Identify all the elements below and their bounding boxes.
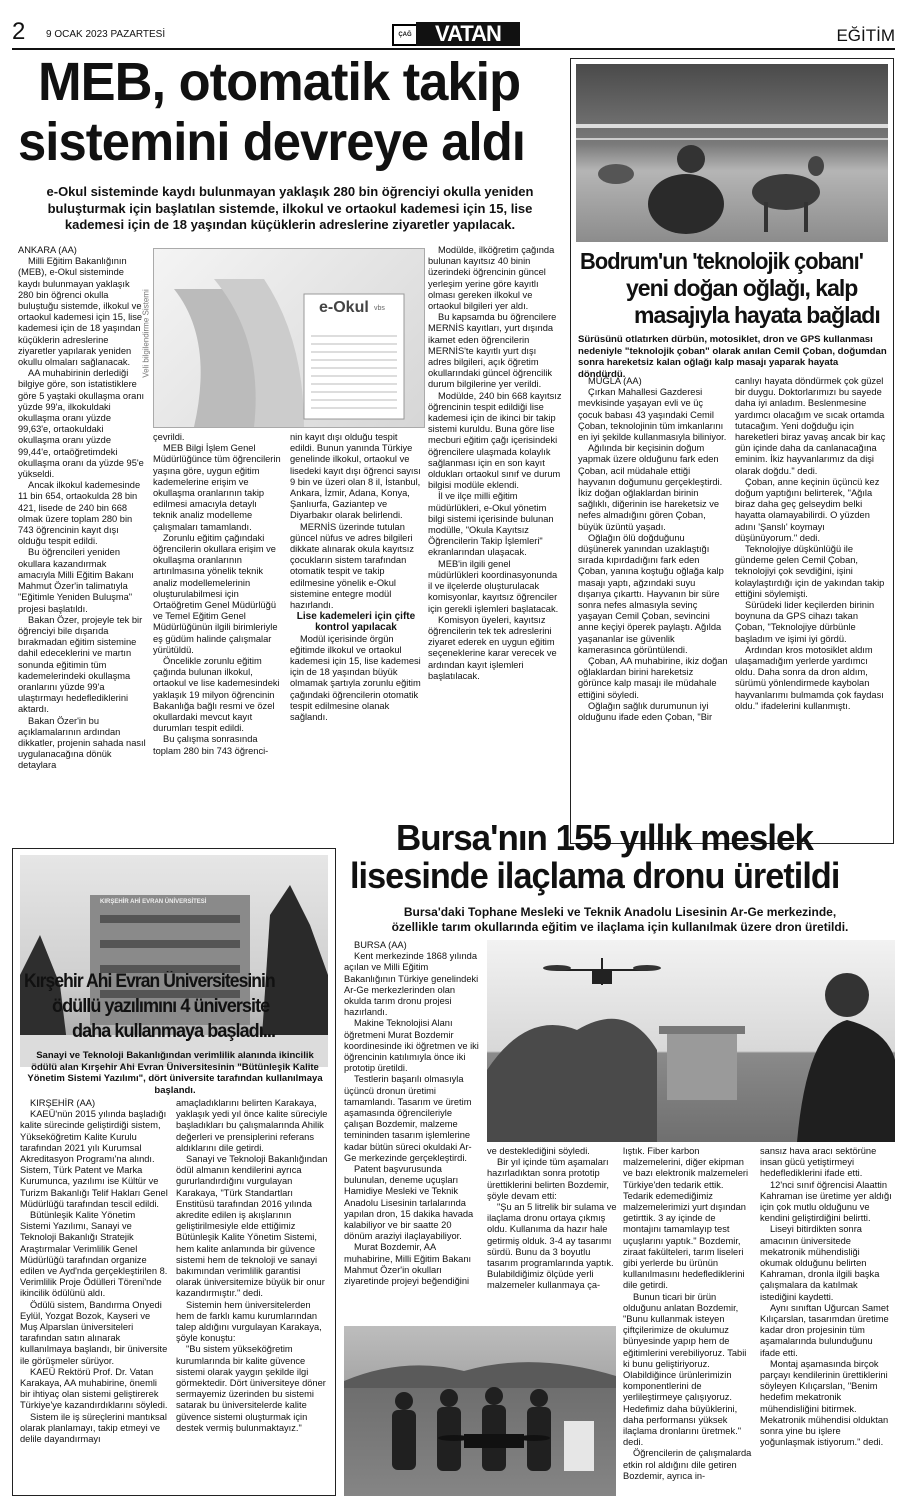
article4-paragraph: Ödülü sistem, Bandırma Onyedi Eylül, Yozgat Bozok, Kayseri ve Muş Alparslan üniversiteleri tarafından satın alınarak kullanılmaya başlandı, bir üniversite ile görüşmeler sürüyor. xyxy=(20,1299,168,1366)
figure-brand-sub: vbs xyxy=(374,305,385,312)
newspaper-logo xyxy=(392,22,520,46)
article1-paragraph: Komisyon üyeleri, kayıtsız öğrencilerin tek tek adreslerini ziyaret ederek en uygun eğitim seçeneklerine karar verecek ve ardından kayıt işlemleri başlatılacak. xyxy=(428,614,557,681)
article3-paragraph: Patent başvurusunda bulunulan, deneme uçuşları Hamidiye Mesleki ve Teknik Anadolu Lisesinin tarlalarında yapılan dron, 15 dakika havada kalabiliyor ve bir saatte 20 dönüm araziyi ilaçlayabiliyor. xyxy=(344,1164,474,1242)
page-number: 2 xyxy=(12,18,26,45)
article1-paragraph: Bu çalışma sonrasında toplam 280 bin 743 öğrenci- xyxy=(153,734,269,756)
article1-paragraph: Modül içerisinde örgün eğitimde ilkokul ve ortaokul kademesi için 15, lise kademesi için de 18 yaşından büyük olmamak şartıyla zorunlu eğitim çağındaki öğrencilerin otomatik tespit edilmesine olanak sağlandı. xyxy=(290,633,421,723)
article3-paragraph: Testlerin başarılı olmasıyla üçüncü dronun üretimi tamamlandı. Tasarım ve üretim aşamasında öğrencileriyle çalışan Bozdemir, malzeme temininden tasarım işlemlerine kadar bütün süreci okuldaki Ar-Ge merkezinde gerçekleştirdi. xyxy=(344,1074,472,1163)
article4-paragraph: KAEÜ'nün 2015 yılında başladığı kalite sürecinde geliştirdiği sistem, Yükseköğretim Kalite Kurulu tarafından 2021 yılı Kurumsal Akreditasyon Programı'na alındı. Sistem, Türk Patent ve Marka Kurumunca, yazılımı ise Kültür ve Turizm Bakanlığı Telif Hakları Genel Müdürlüğü tarafından tescil edildi. xyxy=(20,1109,168,1209)
article2-col1 xyxy=(578,376,728,840)
article2-paragraph: Ardından kros motosiklet aldım ulaşamadığım yerlerde yardımcı oldu. Daha sonra da dron aldım, sürümü yönlendirmede kaybolan hayvanlarımı bulmamda çok faydası oldu." ifadelerini kullanmıştı. xyxy=(735,644,884,711)
article3-col3 xyxy=(623,1146,753,1496)
article4-paragraph: Bütünleşik Kalite Yönetim Sistemi Yazılımı, Sanayi ve Teknoloji Bakanlığı Stratejik Araştırmalar Verimlilik Genel Müdürlüğü tarafından organize edilen ve Ayd'nda gerçekleştirilen 8. Verimlilik Proje Ödülleri Töreni'nde ikincilik ödülünü aldı. xyxy=(20,1210,168,1299)
article1-paragraph: Bu öğrencileri yeniden okullara kazandırmak amacıyla Milli Eğitim Bakanı Mahmut Özer'in talimatıyla "Eğitimle Yeniden Buluşma" projesi başlatıldı. xyxy=(18,547,134,614)
article3-lead-line1: Bursa'daki Tophane Mesleki ve Teknik Anadolu Lisesinin Ar-Ge merkezinde, xyxy=(403,905,837,919)
article3-lead-line2: özellikle tarım okullarında eğitim ve ilaçlama için kullanılmak üzere dron üretildi. xyxy=(391,920,849,934)
figure-caption: Veli bilgilendirme Sistemi xyxy=(141,289,151,378)
article1-subhead: Lise kademeleri için çifte kontrol yapılacak xyxy=(296,611,416,634)
figure-form-lines xyxy=(311,329,397,409)
article2-col2 xyxy=(735,376,887,840)
article3-headline-line2: lisesinde ilaçlama dronu üretildi xyxy=(350,855,840,896)
article1-headline-line1: MEB, otomatik takip xyxy=(38,52,521,112)
article4-paragraph: KAEÜ Rektörü Prof. Dr. Vatan Karakaya, AA muhabirine, önemli bir ihtiyaç olan sistemi geliştirerek Türkiye'ye kazandırdıklarını söyledi. xyxy=(20,1366,168,1411)
article4-paragraph: amaçladıklarını belirten Karakaya, yaklaşık yedi yıl önce kalite süreciyle başladıkları bu çalışmalarında Ahilik değerleri ve prensiplerini referans aldıklarını dile getirdi. xyxy=(176,1098,328,1153)
figure-brand: e-Okul xyxy=(319,299,369,316)
article1-paragraph: Ancak ilkokul kademesinde 11 bin 654, ortaokulda 28 bin 421, lisede de 240 bin 668 olmak üzere toplam 280 bin 743 öğrencinin kayıt dışı olduğu tespit edildi. xyxy=(18,480,141,547)
article1-paragraph: Öncelikle zorunlu eğitim çağında bulunan ilkokul, ortaokul ve lise kademesindeki yaklaşık 19 milyon öğrencinin Bakanlığa bağlı resmi ve özel okullardaki mevcut kayıt durumları tespit edildi. xyxy=(153,656,280,734)
article1-paragraph: Bakan Özer, projeyle tek bir öğrenciyi bile dışarıda bırakmadan eğitim sistemine dahil edeceklerini ve martın sonunda eğitimin tüm kademelerindeki okullaşma oranlarını yüzde 99'a ulaştırmayı hedeflediklerini aktardı. xyxy=(18,614,143,715)
article2-paragraph: Çoban, anne keçinin üçüncü kez doğum yaptığını belirterek, "Ağıla biraz daha geç gelseydim belki hayatta olamayabilirdi. O yüzden adını 'Şanslı' koymayı düşünüyorum." dedi. xyxy=(735,476,880,543)
article4-col1 xyxy=(20,1098,168,1493)
article1-headline-line2: sistemini devreye aldı xyxy=(18,112,525,172)
article3-dateline: BURSA (AA) xyxy=(354,940,407,950)
building-sign: KIRŞEHİR AHİ EVRAN ÜNİVERSİTESİ xyxy=(100,899,207,905)
team-photo xyxy=(344,1326,616,1496)
article3-paragraph: ve desteklediğini söyledi. xyxy=(487,1146,590,1156)
article4-dateline: KIRŞEHİR (AA) xyxy=(30,1098,96,1108)
article3-paragraph: Bunun ticari bir ürün olduğunu anlatan Bozdemir, "Bunu kullanmak isteyen çiftçilerimize de okulumuz bünyesinde yapıp hem de eğitimlerini verebiliyoruz. Tabii ki bunu geliştiriyoruz. Olabildiğince ürünlerimizin komponentlerini de yerlileştirmeye çalışıyoruz. Hedefimiz daha büyüklerini, daha performansı yüksek ilaçlama dronlarını üretmek." dedi. xyxy=(623,1291,747,1448)
article3-paragraph: Aynı sınıftan Uğurcan Samet Kılıçarslan, tasarımdan üretime kadar dron projesinin tüm aşamalarında bulunduğunu ifade etti. xyxy=(760,1302,889,1358)
article3-headline-line1: Bursa'nın 155 yıllık meslek xyxy=(396,817,813,858)
article4-headline-line3: daha kullanmaya başladı... xyxy=(72,1021,276,1042)
article2-paragraph: Çoban, AA muhabirine, ikiz doğan oğlaklardan birini hareketsiz görünce kalp masajı ile müdahale ettiğini söyledi. xyxy=(578,656,728,700)
article4-col2 xyxy=(176,1098,328,1493)
article1-col3 xyxy=(290,432,422,844)
article3-paragraph: Bir yıl içinde tüm aşamaları hazırladıktan sonra prototip ürettiklerini belirten Bozdemir, şöyle devam etti: xyxy=(487,1157,609,1201)
article1-dateline: ANKARA (AA) xyxy=(18,245,77,255)
article3-paragraph: Liseyi bitirdikten sonra amacının üniversitede mekatronik mühendisliği okumak olduğunu belirten Kahraman, dronla ilgili başka çalışmalara da katılmak istediğini kaydetti. xyxy=(760,1224,880,1302)
article1-col4 xyxy=(428,245,562,845)
article2-paragraph: Oğlağın ölü doğduğunu düşünerek yanından uzaklaştığı sırada kıpırdadığını fark eden Çoban, yanına koştuğu oğlağa kalp masajı yaptı, ağzındaki suyu dışarıya çıkarttı. Hayvanın bir süre sonra nefes almasıyla sevinç yaşayan Cemil Çoban, sevincini anne keçiyi öperek paylaştı. Ağılda yaşananlar ise güvenlik kamerasınca görüntülendi. xyxy=(578,532,724,655)
article1-lead-line2: buluşturmak için başlatılan sistemde, ilkokul ve ortaokul kademesi için 15, lise xyxy=(47,200,533,216)
logo-badge: ÇAĞ xyxy=(392,24,418,46)
article3-paragraph: sansız hava aracı sektörüne insan gücü yetiştirmeyi hedeflediklerini ifade etti. xyxy=(760,1146,877,1179)
article1-paragraph: çevrildi. xyxy=(153,432,185,442)
article1-paragraph: MEB Bilgi İşlem Genel Müdürlüğünce tüm öğrencilerin yaşına göre, uygun eğitim kademelerine erişim ve okullaşma oranlarının takip edilmesi amacıyla detaylı teknik analiz modelleme çalışmaları tamamlandı. xyxy=(153,443,281,532)
article3-paragraph: Makine Teknolojisi Alanı öğretmeni Murat Bozdemir koordinesinde iki öğretmen ve iki öğrencinin katılımıyla önce iki prototip üretildi. xyxy=(344,1018,479,1074)
section-label: EĞİTİM xyxy=(836,26,895,45)
article1-col1 xyxy=(18,245,146,845)
article1-paragraph: AA muhabirinin derlediği bilgiye göre, son istatistiklere göre 5 yaştaki okullaşma oranı yüzde 99'a, ilkokuldaki okullaşma oranı yüzde 99,63'e, ortaokuldaki okullaşma oranı yüzde 99,44'e, ortaöğretimdeki okullaşma oranı da yüzde 95'e yükseldi. xyxy=(18,368,145,480)
article2-headline-line1: Bodrum'un 'teknolojik çobanı' xyxy=(580,248,864,274)
article2-paragraph: Sürüdeki lider keçilerden birinin boynuna da GPS cihazı takan Çoban, "Teknolojiye dürbünle başladım ve işimi iyi gördü. xyxy=(735,600,875,644)
logo-text: VATAN xyxy=(416,22,520,46)
article4-paragraph: Sistem ile iş süreçlerini mantıksal olarak planlamayı, takip etmeyi ve delile dayandırmayı xyxy=(20,1411,167,1445)
article1-lead xyxy=(18,184,562,234)
article1-paragraph: Bu kapsamda bu öğrencilere MERNİS kayıtları, yurt dışında ikamet eden öğrencilerin MERNİS'te kayıtlı yurt dışı adres bilgileri, açık öğretim okullarındaki güncel öğrencilik durum bilgilerine yer verildi. xyxy=(428,312,557,390)
article2-paragraph: Çırkan Mahallesi Gazderesi mevkisinde yaşayan evli ve üç çocuk babası 43 yaşındaki Cemil Çoban, teknolojinin tüm imkanlarını en iyi şekilde kullanmasıyla biliniyor. xyxy=(578,387,727,443)
issue-date: 9 OCAK 2023 PAZARTESİ xyxy=(46,29,166,40)
article1-paragraph: Zorunlu eğitim çağındaki öğrencilerin okullara erişim ve okullaşma oranlarının artırılmasına yönelik teknik analiz modellemelerinin oluşturulabilmesi için Ortaöğretim Genel Müdürlüğü ve Temel Eğitim Genel Müdürlüğünün ilgili birimleriyle eş güdüm halinde çalışmalar yürütüldü. xyxy=(153,532,278,655)
article1-paragraph: MEB'in ilgili genel müdürlükleri koordinasyonunda il ve ilçelerde oluşturulacak komisyonlar, kayıtsız öğrenciler için gerekli işlemleri başlatacak. xyxy=(428,558,559,614)
drone-photo xyxy=(487,940,895,1142)
article2-headline-line2: yeni doğan oğlağı, kalp xyxy=(626,275,858,301)
article4-paragraph: Sanayi ve Teknoloji Bakanlığından ödül almanın kendilerini ayrıca gururlandırdığını vurgulayan Karakaya, "Türk Standartları Enstitüsü tarafından 2016 yılında akredite edilen iş akışlarının geliştirilmesiyle elde ettiğimiz Bütünleşik Kalite Yönetim Sistemi, hem kalite anlamında bir güvence sistemi hem de teknoloji ve sanayi bakımından verimlilik garantisi olarak üniversitemize büyük bir onur kazandırmıştır." dedi. xyxy=(176,1154,328,1299)
article2-paragraph: Teknolojiye düşkünlüğü ile gündeme gelen Cemil Çoban, teknolojiyi çok sevdiğini, işini kolaylaştırdığı için de yakından takip ettiğini söylemişti. xyxy=(735,544,885,599)
article2-paragraph: Ağılında bir keçisinin doğum yapmak üzere olduğunu fark eden Çoban, acil müdahale ettiği hayvanın doğumunu gerçekleştirdi. İkiz doğan oğlaklardan birinin sağlıklı, diğerinin ise hareketsiz ve nefes almadığını gören Çoban, büyük üzüntü yaşadı. xyxy=(578,443,723,532)
article3-paragraph: 12'nci sınıf öğrencisi Alaattin Kahraman ise üretime yer aldığı için çok mutlu olduğunu ve kendini geliştirdiğini belirtti. xyxy=(760,1179,892,1224)
article2-lead: Sürüsünü otlatırken dürbün, motosiklet, dron ve GPS kullanması nedeniyle "teknolojik çoban" olarak anılan Cemil Çoban, doğumdan sonra hareketsiz kalan oğlağı kalp masajı yaparak hayata döndürdü. xyxy=(578,334,887,380)
article3-col2 xyxy=(487,1146,617,1322)
article2-dateline: MUĞLA (AA) xyxy=(588,376,642,386)
article1-paragraph: Milli Eğitim Bakanlığının (MEB), e-Okul sisteminde kaydı bulunmayan yaklaşık 280 bin öğrenci okulla buluştuğu sistemde, ilkokul ve ortaokul kademesi için 15, lise kademesi için de 18 yaşından küçüklerin adreslerine ziyaretler yapılarak yeniden okullu olmaları sağlanacak. xyxy=(18,256,143,368)
article3-paragraph: Montaj aşamasında birçok parçayı kendilerinin ürettiklerini söyleyen Kılıçarslan, "Benim hedefim mekatronik mühendisliğini bitirmek. Mekatronik mühendisi olduktan sonra yine bu işlere yoğunlaşmak istiyorum." dedi. xyxy=(760,1358,889,1448)
article3-paragraph: Kent merkezinde 1868 yılında açılan ve Milli Eğitim Bakanlığının Türkiye genelindeki Ar-Ge merkezlerinden olan okulda tarım dronu projesi hazırlandı. xyxy=(344,951,479,1018)
eokul-screenshot xyxy=(141,248,425,428)
article4-paragraph: Sistemin hem üniversitelerden hem de farklı kamu kurumlarından talep aldığını vurgulayan Karakaya, şöyle konuştu: xyxy=(176,1299,322,1344)
header-rule xyxy=(12,48,895,50)
article4-lead: Sanayi ve Teknoloji Bakanlığından verimlilik alanında ikincilik ödülü alan Kırşehir Ahi Evran Üniversitesinin "Bütünleşik Kalite Yönetim Sistemi Yazılımı", dört üniversite tarafından kullanılmaya başlandı. xyxy=(27,1050,323,1096)
article3-paragraph: "Şu an 5 litrelik bir sulama ve ilaçlama dronu ortaya çıkmış oldu. Kullanıma da hazır hale getirmiş olduk. 3-4 ay tasarımı sürdü. Bunu da 3 boyutlu tasarım programlarında yaptık. Bulabildiğimiz ölçüde yerli malzemeler kullanmaya ça- xyxy=(487,1202,617,1291)
article1-lead-line1: e-Okul sisteminde kaydı bulunmayan yaklaşık 280 bin öğrenciyi okulla yeniden xyxy=(46,184,534,199)
article3-lead xyxy=(344,905,896,935)
article1-paragraph: İl ve ilçe milli eğitim müdürlükleri, e-Okul yönetim bilgi sistemi içerisinde bulunan modülle, "Okula Kayıtsız Öğrencilerin Takip İşlemleri" ekranlarından ulaşacak. xyxy=(428,491,554,558)
article2-paragraph: Oğlağın sağlık durumunun iyi olduğunu ifade eden Çoban, "Bir xyxy=(578,700,713,723)
article4-headline-line2: ödüllü yazılımını 4 üniversite xyxy=(52,996,270,1017)
article4-headline-line1: Kırşehir Ahi Evran Üniversitesinin xyxy=(24,971,275,992)
article3-col1 xyxy=(344,940,482,1336)
article3-col4 xyxy=(760,1146,894,1496)
article1-paragraph: Bakan Özer'in bu açıklamalarının ardından dikkatler, projenin sahada nasıl uygulanacağına dönük detaylara xyxy=(18,715,146,771)
article1-paragraph: Modülde, 240 bin 668 kayıtsız öğrencinin tespit edildiği lise kademesi için de ikinci bir takip sistemi kuruldu. Buna göre lise mecburi eğitim çağı içerisindeki öğrencilere ulaşmada kolaylık sağlanması için en son kayıt oldukları ortaokul sınıf ve durum bilgisi modüle eklendi. xyxy=(428,390,562,491)
article3-paragraph: lıştık. Fiber karbon malzemelerini, diğer ekipman ve bazı elektronik malzemeleri Türkiye'den tedarik ettik. Tedarik edemediğimiz malzemelerimizi yurt dışından getirttik. 3 ay içinde de montajını tamamlayıp test uçuşlarını yaptık." Bozdemir, ziraat fakülteleri, tarım liseleri gibi yerlerde bu ürünün kullanılmasını hedeflediklerini dile getirdi. xyxy=(623,1146,749,1291)
goat-photo xyxy=(576,64,888,242)
article4-paragraph: "Bu sistem yükseköğretim kurumlarında bir kalite güvence sistemi olarak yaygın şekilde ilgi görmektedir. Dört üniversiteye döner sermayemiz üzerinden bu sistemi satarak bu üniversitelerde kalite güvence sistemi oluşturmak için destek vermiş bulunmaktayız." xyxy=(176,1344,326,1433)
article3-paragraph: Öğrencilerin de çalışmalarda etkin rol aldığını dile getiren Bozdemir, ayrıca in- xyxy=(623,1448,752,1481)
article1-paragraph: Modülde, ilköğretim çağında bulunan kayıtsız 40 binin üzerindeki öğrencinin güncel yerleşim yerine göre kayıtlı olması gereken ilkokul ve ortaokul bilgileri yer aldı. xyxy=(428,245,555,312)
article3-paragraph: Murat Bozdemir, AA muhabirine, Milli Eğitim Bakanı Mahmut Özer'in okulları ziyaretinde projeyi beğendiğini xyxy=(344,1242,472,1287)
article2-paragraph: canlıyı hayata döndürmek çok güzel bir duygu. Doktorlarımızı bu sayede daha iyi anladım. Beslenmesine yardımcı olacağım ve sıcak ortamda tutacağım. Yeni doğduğu için hareketleri biraz yavaş ancak bir kaç gün içinde daha da canlanacağına eminim. İkiz hayvanlarımız da dişi olarak doğdu." dedi. xyxy=(735,376,886,476)
article1-lead-line3: kademesi için de 18 yaşından küçüklerin adreslerine ziyaretler yapılacak. xyxy=(64,217,516,232)
article1-col2 xyxy=(153,432,281,842)
article1-paragraph: MERNİS üzerinde tutulan güncel nüfus ve adres bilgileri dikkate alınarak okula kayıtsız çocukların sistem tarafından otomatik tespit ve takip edilmesine yönelik e-Okul sistemine entegre modül hazırlandı. xyxy=(290,521,415,611)
article2-headline-line3: masajıyla hayata bağladı xyxy=(634,302,880,328)
article1-paragraph: nin kayıt dışı olduğu tespit edildi. Bunun yanında Türkiye genelinde ilkokul, ortaokul ve lisedeki kayıt dışı öğrenci sayısı 9 bin ve üzeri olan 8 il, İstanbul, Ankara, İzmir, Adana, Konya, Şanlıurfa, Gaziantep ve Diyarbakır olarak belirlendi. xyxy=(290,432,421,521)
